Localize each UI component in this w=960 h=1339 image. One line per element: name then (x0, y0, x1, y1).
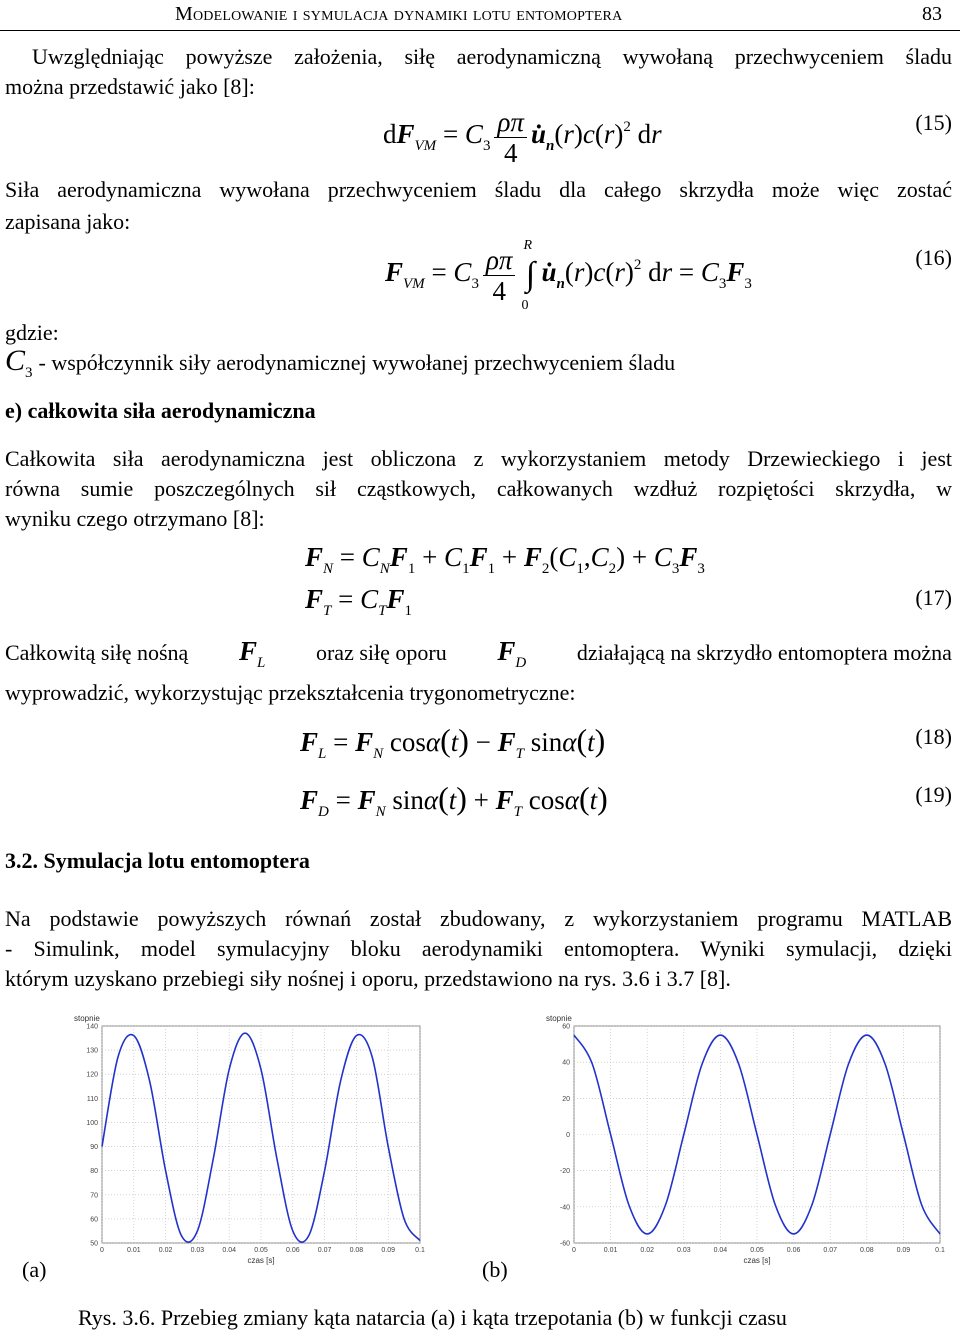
x-tick-label: 0.08 (349, 1247, 364, 1254)
x-axis-title: czas [s] (743, 1256, 771, 1265)
symbol-definition-c3: $C_3$ - współczynnik siły aerodynamicznej wywołanej przechwyceniem śladu (5, 344, 676, 381)
y-tick-label: 80 (90, 1168, 98, 1176)
page-number: 83 (922, 3, 942, 25)
paragraph-4-part-a: Całkowitą siłę nośną (5, 640, 189, 665)
y-tick-label: 20 (562, 1095, 570, 1103)
figure-label-b: (b) (482, 1257, 508, 1282)
x-tick-label: 0.06 (285, 1247, 300, 1254)
y-tick-label: 50 (90, 1240, 98, 1248)
x-tick-label: 0 (100, 1247, 104, 1254)
y-tick-label: 90 (90, 1144, 98, 1152)
chart-b-svg (530, 1010, 950, 1265)
paragraph-4-part-c: działającą na skrzydło entomoptera można (576, 640, 952, 665)
y-tick-label: 40 (562, 1059, 570, 1067)
equation-18-number: (18) (915, 724, 952, 749)
y-tick-label: -20 (559, 1168, 570, 1176)
paragraph-4-line-1: Całkowitą siłę nośną $F_L$ oraz siłę oporu $F_D$ działającą na skrzydło entomoptera można (5, 636, 952, 671)
y-axis-title: stopnie (546, 1014, 572, 1023)
equation-15-number: (15) (915, 110, 952, 135)
x-tick-label: 0.05 (254, 1247, 268, 1254)
x-axis-title: czas [s] (247, 1256, 275, 1265)
x-tick-label: 0.04 (713, 1247, 728, 1254)
y-axis-title: stopnie (74, 1014, 100, 1023)
figure-caption: Rys. 3.6. Przebieg zmiany kąta natarcia (a) i kąta trzepotania (b) w funkcji czasu (78, 1305, 787, 1330)
paragraph-4-part-b: oraz siłę oporu (315, 640, 447, 665)
x-tick-label: 0.04 (222, 1247, 237, 1254)
paragraph-5-line-1: Na podstawie powyższych równań został zbudowany, z wykorzystaniem programu MATLAB (5, 906, 952, 931)
paragraph-5-line-3: którym uzyskano przebiegi siły nośnej i oporu, przedstawiono na rys. 3.6 i 3.7 [8]. (5, 966, 731, 991)
section-heading-3-2: 3.2. Symulacja lotu entomoptera (5, 848, 310, 873)
equation-16: $F_{VM} = C_3$ $\frac{\rho\pi}{4}$ ∫ R 0 $u̇_n(r)c(r)^2$ dr = $C_3F_3$ (385, 238, 752, 313)
equation-17-line-1: $F_N = C_NF_1 + C_1F_1 + F_2(C_1,C_2) + C_3F_3$ (305, 542, 705, 577)
x-tick-label: 0.03 (190, 1247, 205, 1254)
x-tick-label: 0.02 (640, 1247, 655, 1254)
y-tick-label: 60 (562, 1023, 570, 1031)
equation-16-number: (16) (915, 245, 952, 270)
y-tick-label: 60 (90, 1216, 98, 1224)
x-tick-label: 0.1 (935, 1247, 945, 1254)
x-tick-label: 0.01 (126, 1247, 141, 1254)
chart-a-svg (58, 1010, 430, 1265)
paragraph-1-line-2: można przedstawić jako [8]: (5, 74, 255, 99)
y-tick-label: -60 (559, 1240, 570, 1248)
chart-a (58, 1010, 430, 1265)
paragraph-3-line-2: równa sumie poszczególnych sił cząstkowych, całkowanych wzdłuż rozpiętości skrzydła, w (5, 476, 952, 501)
y-tick-label: 130 (86, 1047, 98, 1055)
y-tick-label: 0 (566, 1132, 570, 1139)
x-tick-label: 0.07 (317, 1247, 332, 1254)
y-tick-label: 70 (90, 1192, 98, 1200)
equation-15: $dF_{VM} = C_3$ $\frac{\rho\pi}{4}$ $u̇_n(r)c(r)^2$ dr (383, 106, 662, 168)
paragraph-4-line-2: wyprowadzić, wykorzystując przekształcenia trygonometryczne: (5, 680, 576, 705)
y-tick-label: 100 (86, 1119, 98, 1127)
x-tick-label: 0.02 (158, 1247, 173, 1254)
paragraph-5-line-2: - Simulink, model symulacyjny bloku aerodynamiki entomoptera. Wyniki symulacji, dzięki (5, 936, 952, 961)
header-title: Modelowanie i symulacja dynamiki lotu entomoptera (175, 3, 623, 25)
paragraph-3-line-3: wyniku czego otrzymano [8]: (5, 506, 265, 531)
x-tick-label: 0.05 (750, 1247, 764, 1254)
y-tick-label: 140 (86, 1023, 98, 1031)
equation-17-line-2: $F_T = C_TF_1$ (305, 584, 412, 619)
x-tick-label: 0.01 (603, 1247, 618, 1254)
x-tick-label: 0.07 (823, 1247, 838, 1254)
c3-description: - współczynnik siły aerodynamicznej wywołanej przechwyceniem śladu (38, 350, 676, 375)
paragraph-1-line-1: Uwzględniając powyższe założenia, siłę aerodynamiczną wywołaną przechwyceniem śladu (32, 44, 952, 69)
equation-18: $F_L = F_N$ $\cos\alpha(t) - F_T$ sinα(t) (300, 722, 606, 762)
equation-17-number: (17) (915, 585, 952, 610)
x-tick-label: 0.03 (676, 1247, 691, 1254)
where-label: gdzie: (5, 320, 59, 345)
equation-19: $F_D = F_N$ $\sin\alpha(t) + F_T$ cosα(t) (300, 780, 608, 820)
x-tick-label: 0.09 (896, 1247, 911, 1254)
paragraph-2-line-2: zapisana jako: (5, 209, 131, 234)
section-heading-e: e) całkowita siła aerodynamiczna (5, 398, 316, 423)
chart-b (530, 1010, 950, 1265)
paragraph-3-line-1: Całkowita siła aerodynamiczna jest obliczona z wykorzystaniem metody Drzewieckiego i jest (5, 446, 952, 471)
equation-19-number: (19) (915, 782, 952, 807)
running-header (0, 0, 960, 31)
y-tick-label: 110 (86, 1095, 98, 1103)
y-tick-label: 120 (86, 1071, 98, 1079)
x-tick-label: 0 (572, 1247, 576, 1254)
y-tick-label: -40 (559, 1204, 570, 1212)
figure-label-a: (a) (22, 1257, 47, 1282)
x-tick-label: 0.09 (381, 1247, 396, 1254)
x-tick-label: 0.06 (786, 1247, 801, 1254)
paragraph-2-line-1: Siła aerodynamiczna wywołana przechwyceniem śladu dla całego skrzydła może więc zostać (5, 177, 952, 202)
x-tick-label: 0.1 (415, 1247, 425, 1254)
x-tick-label: 0.08 (859, 1247, 874, 1254)
